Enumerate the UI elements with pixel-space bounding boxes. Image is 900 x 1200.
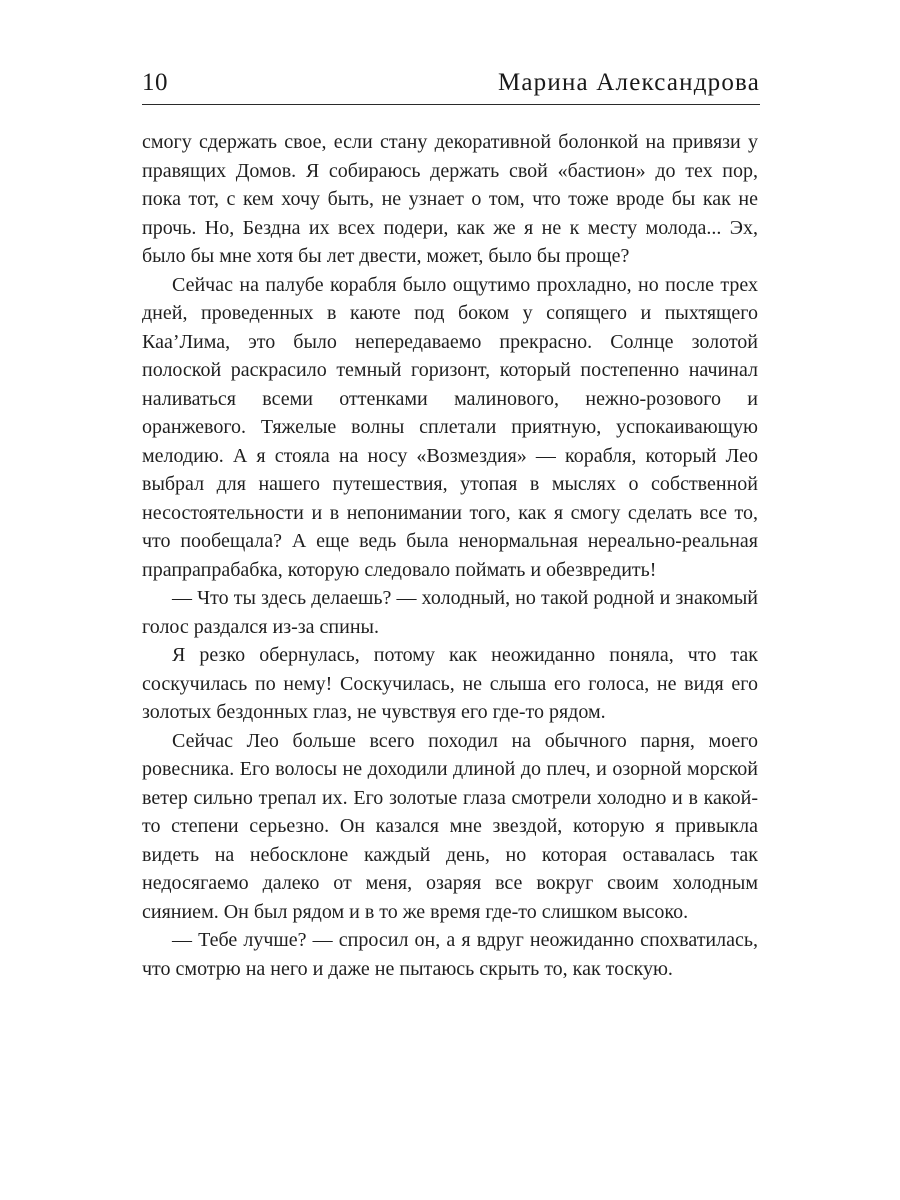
paragraph-continuation: смогу сдержать свое, если стану декоративной болонкой на привязи у правящих Домов. Я собираюсь держать свой «бастион» до тех пор, пока тот, с кем хочу быть, не узнает о том, что тоже вроде бы как не прочь. Но, Бездна их всех подери, как же я не к месту молода... Эх, было бы мне хотя бы лет двести, может, было бы проще?	[142, 131, 758, 267]
running-head-author: Марина Александрова	[497, 69, 760, 96]
paragraph: Сейчас на палубе корабля было ощутимо прохладно, но после трех дней, проведенных в каюте под боком у сопящего и пыхтящего Каа’Лима, это было непередаваемо прекрасно. Солнце золотой полоской раскрасило темный горизонт, который постепенно начинал наливаться всеми оттенками малинового, нежно-розового и оранжевого. Тяжелые волны сплетали приятную, успокаивающую мелодию. А я стояла на носу «Возмездия» — корабля, который Лео выбрал для нашего путешествия, утопая в мыслях о собственной несостоятельности и в непонимании того, как я смогу сделать все то, что пообещала? А еще ведь была ненормальная нереально-реальная прапрапрабабка, которую следовало поймать и обезвредить!	[142, 273, 758, 581]
header-rule	[142, 104, 760, 105]
paragraph: Я резко обернулась, потому как неожиданно поняла, что так соскучилась по нему! Соскучилась, не слыша его голоса, не видя его золотых бездонных глаз, не чувствуя его где-то рядом.	[142, 644, 758, 723]
page-number: 10	[142, 69, 168, 96]
dialogue-paragraph: — Что ты здесь делаешь? — холодный, но такой родной и знакомый голос раздался из-за спины.	[142, 587, 758, 638]
body-text	[142, 128, 758, 983]
page-header	[142, 66, 760, 106]
dialogue-paragraph: — Тебе лучше? — спросил он, а я вдруг неожиданно спохватилась, что смотрю на него и даже не пытаюсь скрыть то, как тоскую.	[142, 929, 758, 980]
paragraph: Сейчас Лео больше всего походил на обычного парня, моего ровесника. Его волосы не доходили длиной до плеч, и озорной морской ветер сильно трепал их. Его золотые глаза смотрели холодно и в какой-то степени серьезно. Он казался мне звездой, которую я привыкла видеть на небосклоне каждый день, но которая оставалась так недосягаемо далеко от меня, озаряя все вокруг своим холодным сиянием. Он был рядом и в то же время где-то слишком высоко.	[142, 729, 758, 923]
